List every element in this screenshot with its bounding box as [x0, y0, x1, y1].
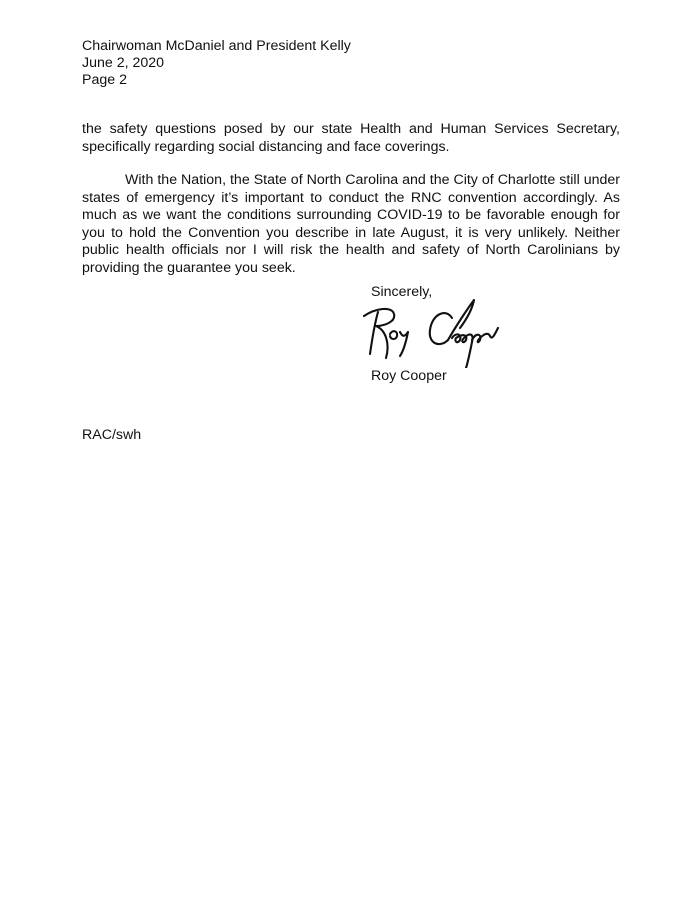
paragraph-continued: the safety questions posed by our state Health and Human Services Secretary, specifically regarding social distancing and face coverings. [82, 121, 620, 155]
handwritten-signature [356, 296, 516, 368]
page-number: Page 2 [82, 72, 127, 88]
letter-header [82, 38, 351, 89]
signer-name: Roy Cooper [371, 368, 447, 384]
closing-salutation: Sincerely, [371, 284, 433, 300]
reference-initials: RAC/swh [82, 427, 142, 443]
letter-date: June 2, 2020 [82, 55, 165, 71]
paragraph-convention: With the Nation, the State of North Carolina and the City of Charlotte still under states of emergency it’s important to conduct the RNC convention accordingly. As much as we want the conditions surrounding COVID-19 to be favorable enough for you to hold the Convention you describe in late August, it is very unlikely. Neither public health officials nor I will risk the health and safety of North Carolinians by providing the guarantee you seek. [82, 172, 620, 276]
recipient-line: Chairwoman McDaniel and President Kelly [82, 38, 351, 54]
